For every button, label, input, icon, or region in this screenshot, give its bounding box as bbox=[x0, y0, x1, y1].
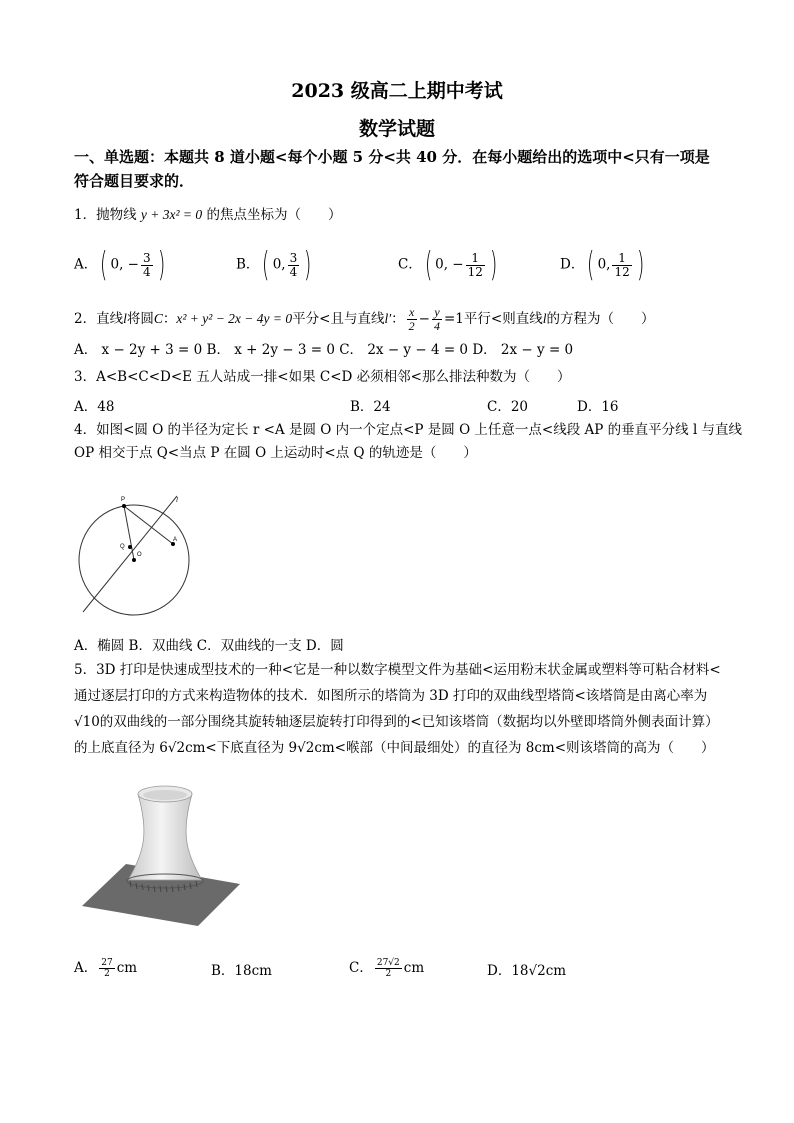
q5-option-d: D．18√2cm bbox=[487, 963, 567, 979]
q1-option-a-label: A． bbox=[74, 256, 98, 273]
q2-colon: ： bbox=[162, 311, 177, 327]
section-heading bbox=[74, 145, 734, 193]
segment-ap bbox=[124, 506, 173, 544]
q5-option-c-unit: cm bbox=[403, 960, 425, 976]
question-4-line2: OP 相交于点 Q<当点 P 在圆 O 上运动时<点 Q 的轨迹是（ ） bbox=[74, 445, 477, 461]
q2-options: A． x − 2y + 3 = 0 B． x + 2y − 3 = 0 C． 2x − y − 4 = 0 D． 2x − y = 0 bbox=[74, 342, 574, 358]
question-1 bbox=[74, 205, 341, 225]
section-heading-line2: 符合题目要求的． bbox=[74, 172, 195, 190]
q1-option-d-frac: $\frac{1}{12}$ bbox=[614, 250, 630, 279]
q2-colon2: ： bbox=[391, 311, 405, 327]
q1-option-b-pre: 0, bbox=[272, 256, 286, 273]
q1-option-d-label: D． bbox=[560, 256, 585, 273]
q1-prefix: 1．抛物线 bbox=[74, 207, 137, 223]
tower-body bbox=[128, 794, 202, 880]
exam-subtitle: 数学试题 bbox=[358, 118, 435, 140]
question-5-line4: 的上底直径为 6√2cm<下底直径为 9√2cm<喉部（中间最细处）的直径为 8cm<则该塔筒的高为（ ） bbox=[74, 740, 715, 756]
point-p bbox=[122, 504, 126, 508]
q3-option-a: A．48 bbox=[74, 399, 115, 415]
question-3: 3．A<B<C<D<E 五人站成一排<如果 C<D 必须相邻<那么排法种数为（ ） bbox=[74, 369, 571, 385]
q2-mid3: 平行<则直线 bbox=[463, 311, 543, 327]
point-q bbox=[128, 545, 132, 549]
tower-top-opening bbox=[143, 790, 187, 800]
q1-option-b-label: B． bbox=[236, 256, 260, 273]
section-heading-line1: 一、单选题：本题共 8 道小题<每个小题 5 分<共 40 分．在每小题给出的选项中<只有一项是 bbox=[74, 148, 710, 166]
q5-option-c-frac: $\frac{27√2}{2}$ bbox=[376, 958, 400, 979]
segment-op bbox=[124, 506, 134, 560]
question-2 bbox=[74, 306, 654, 333]
q1-option-d-pre: 0, bbox=[597, 256, 611, 273]
q2-line-l2: l bbox=[542, 311, 547, 326]
label-l: l bbox=[176, 496, 178, 504]
q5-option-a-unit: cm bbox=[116, 960, 138, 976]
q2-line-l: l bbox=[123, 311, 127, 326]
q1-option-a-pre: 0, − bbox=[110, 256, 139, 273]
question-5-line3: √10的双曲线的一部分围绕其旋转轴逐层旋转打印得到的<已知该塔筒（数据均以外壁即塔筒外侧表面计算） bbox=[74, 714, 719, 730]
bisector-line-l bbox=[83, 496, 177, 612]
q1-option-b-frac: $\frac{3}{4}$ bbox=[289, 250, 298, 279]
q1-option-a: A．( 0, − $\frac{3}{4}$ ) bbox=[74, 245, 165, 285]
q2-eq-one: =1 bbox=[443, 311, 464, 327]
q2-line-lprime: l′ bbox=[384, 311, 392, 326]
q5-option-c-label: C． bbox=[349, 960, 373, 976]
q5-option-b: B．18cm bbox=[211, 963, 272, 979]
exam-title: 2023 级高二上期中考试 bbox=[291, 80, 503, 102]
q2-frac-x: $\frac{x}{2}$ bbox=[408, 305, 415, 333]
label-p: P bbox=[121, 497, 126, 503]
q1-option-c-pre: 0, − bbox=[435, 256, 464, 273]
q1-option-c-frac: $\frac{1}{12}$ bbox=[467, 250, 483, 279]
q5-option-a-frac: $\frac{27}{2}$ bbox=[101, 958, 113, 979]
q1-equation: y + 3x² = 0 bbox=[140, 207, 203, 222]
q3-option-c: C．20 bbox=[487, 399, 529, 415]
q2-circle-c: C bbox=[153, 311, 163, 326]
tower-figure bbox=[82, 780, 242, 926]
circle-figure bbox=[74, 492, 204, 622]
q3-option-d: D．16 bbox=[577, 399, 619, 415]
label-q: Q bbox=[120, 544, 125, 550]
q5-option-a bbox=[74, 956, 137, 979]
point-o bbox=[132, 558, 136, 562]
q4-options: A．椭圆 B．双曲线 C．双曲线的一支 D．圆 bbox=[74, 638, 344, 654]
q1-option-b: B．( 0, $\frac{3}{4}$ ) bbox=[236, 245, 312, 285]
question-4-line1: 4．如图<圆 O 的半径为定长 r <A 是圆 O 内一个定点<P 是圆 O 上任意一点<线段 AP 的垂直平分线 l 与直线 bbox=[74, 422, 743, 438]
label-a: A bbox=[173, 537, 178, 543]
q2-mid1: 将圆 bbox=[126, 311, 154, 327]
label-o: O bbox=[137, 552, 142, 558]
q2-prefix: 2．直线 bbox=[74, 311, 124, 327]
question-5-line1: 5．3D 打印是快速成型技术的一种<它是一种以数字模型文件为基础<运用粉末状金属或塑料等可粘合材料< bbox=[74, 662, 721, 678]
q2-mid2: 平分<且与直线 bbox=[292, 311, 385, 327]
q1-option-d: D．( 0, $\frac{1}{12}$ ) bbox=[560, 245, 645, 285]
q1-suffix: 的焦点坐标为（ ） bbox=[206, 207, 342, 223]
q1-option-c: C．( 0, − $\frac{1}{12}$ ) bbox=[398, 245, 498, 285]
q1-option-a-frac: $\frac{3}{4}$ bbox=[143, 250, 151, 279]
q2-frac-y: $\frac{y}{4}$ bbox=[433, 305, 440, 333]
q2-circle-equation: x² + y² − 2x − 4y = 0 bbox=[176, 311, 293, 326]
q5-option-c bbox=[349, 956, 424, 979]
q1-option-c-label: C． bbox=[398, 256, 422, 273]
q2-suffix: 的方程为（ ） bbox=[546, 311, 655, 327]
question-5-line2: 通过逐层打印的方式来构造物体的技术．如图所示的塔筒为 3D 打印的双曲线型塔筒<该塔筒是由离心率为 bbox=[74, 688, 708, 704]
q5-option-a-label: A． bbox=[74, 960, 98, 976]
q3-option-b: B．24 bbox=[350, 399, 391, 415]
q2-minus: − bbox=[418, 311, 430, 327]
